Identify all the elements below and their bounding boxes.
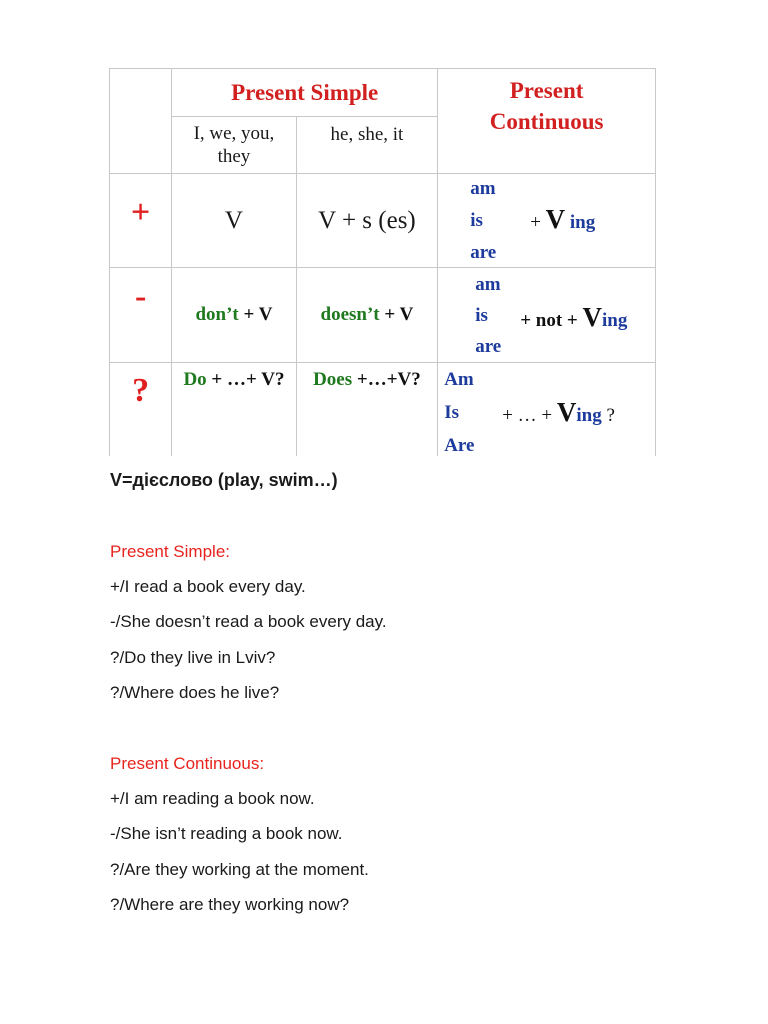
- question-pc-q: ?: [601, 405, 615, 426]
- question-ps-singular-rest: +…+V?: [352, 369, 421, 390]
- present-simple-example-2: -/She doesn’t read a book every day.: [110, 612, 387, 631]
- minus-ps-singular-green: doesn’t: [320, 304, 380, 325]
- aux-are-cap: Are: [444, 435, 475, 456]
- question-pc-formula: [502, 397, 615, 428]
- minus-ps-plural-rest: + V: [238, 304, 273, 325]
- minus-ps-plural-cell: [172, 268, 296, 363]
- present-continuous-title-line2: Continuous: [489, 109, 604, 134]
- aux-am-cap: Am: [444, 369, 474, 390]
- question-sign: ?: [132, 371, 150, 409]
- present-continuous-example-1: +/I am reading a book now.: [110, 789, 315, 808]
- question-ps-singular-green: Does: [313, 369, 353, 390]
- present-continuous-example-3: ?/Are they working at the moment.: [110, 860, 369, 879]
- plus-ps-plural-cell: [172, 174, 296, 268]
- pronouns-plural-line2: they: [217, 146, 251, 167]
- plus-ps-plural: V: [224, 206, 243, 234]
- present-simple-example-4: ?/Where does he live?: [110, 683, 280, 702]
- plus-aux-list: [470, 178, 496, 264]
- plus-ps-singular: V + s (es): [318, 206, 416, 234]
- verb-legend: V=дієслово (play, swim…): [110, 470, 338, 490]
- grammar-table: [109, 68, 656, 456]
- aux-are: are: [475, 336, 502, 357]
- minus-pc-cell: [438, 268, 656, 363]
- question-pc-cell: [438, 363, 656, 457]
- pronouns-singular-cell: [296, 117, 438, 174]
- grammar-table-image: [109, 68, 656, 456]
- aux-is: is: [470, 210, 483, 231]
- minus-ps-singular-cell: [296, 268, 438, 363]
- question-ps-plural-cell: [172, 363, 296, 457]
- pronouns-plural-cell: [172, 117, 296, 174]
- minus-aux-list: [475, 274, 501, 358]
- present-continuous-heading: Present Continuous:: [110, 754, 265, 773]
- plus-sign: +: [130, 193, 151, 231]
- question-pc-v: V: [556, 397, 577, 427]
- aux-am: am: [475, 274, 501, 295]
- minus-ps-plural-green: don’t: [195, 304, 239, 325]
- present-simple-title: Present Simple: [231, 80, 379, 105]
- question-pc-ing: ing: [576, 405, 602, 426]
- present-continuous-header: [438, 69, 656, 174]
- plus-pc-cell: [438, 174, 656, 268]
- minus-pc-v: V: [582, 302, 602, 332]
- plus-sign-cell: [110, 174, 172, 268]
- present-simple-heading: Present Simple:: [110, 542, 230, 561]
- aux-are: are: [470, 242, 497, 263]
- plus-pc-plus: +: [530, 212, 546, 233]
- minus-sign: -: [134, 278, 147, 315]
- question-pc-mid: + … +: [502, 405, 557, 426]
- present-simple-example-1: +/I read a book every day.: [110, 577, 306, 596]
- present-continuous-example-2: -/She isn’t reading a book now.: [110, 824, 343, 843]
- pronouns-plural-line1: I, we, you,: [193, 123, 275, 144]
- minus-pc-formula: [520, 302, 627, 333]
- corner-cell: [110, 69, 172, 174]
- aux-am: am: [470, 178, 496, 199]
- plus-pc-formula: [530, 204, 595, 235]
- plus-pc-ing: ing: [565, 212, 596, 233]
- aux-is-cap: Is: [444, 402, 459, 423]
- question-aux-list: [444, 369, 474, 456]
- present-simple-header: [172, 69, 438, 117]
- pronouns-singular: he, she, it: [330, 124, 404, 145]
- minus-pc-ing: ing: [602, 310, 628, 331]
- minus-pc-mid: + not +: [520, 310, 583, 331]
- minus-ps-singular-rest: + V: [379, 304, 414, 325]
- minus-sign-cell: [110, 268, 172, 363]
- present-simple-example-3: ?/Do they live in Lviv?: [110, 648, 276, 667]
- plus-ps-singular-cell: [296, 174, 438, 268]
- question-ps-plural-green: Do: [183, 369, 207, 390]
- aux-is: is: [475, 305, 488, 326]
- present-continuous-title-line1: Present: [509, 78, 584, 103]
- question-sign-cell: [110, 363, 172, 457]
- plus-pc-v: V: [545, 204, 566, 234]
- present-continuous-example-4: ?/Where are they working now?: [110, 895, 350, 914]
- question-ps-singular-cell: [296, 363, 438, 457]
- question-ps-plural-rest: + …+ V?: [206, 369, 285, 390]
